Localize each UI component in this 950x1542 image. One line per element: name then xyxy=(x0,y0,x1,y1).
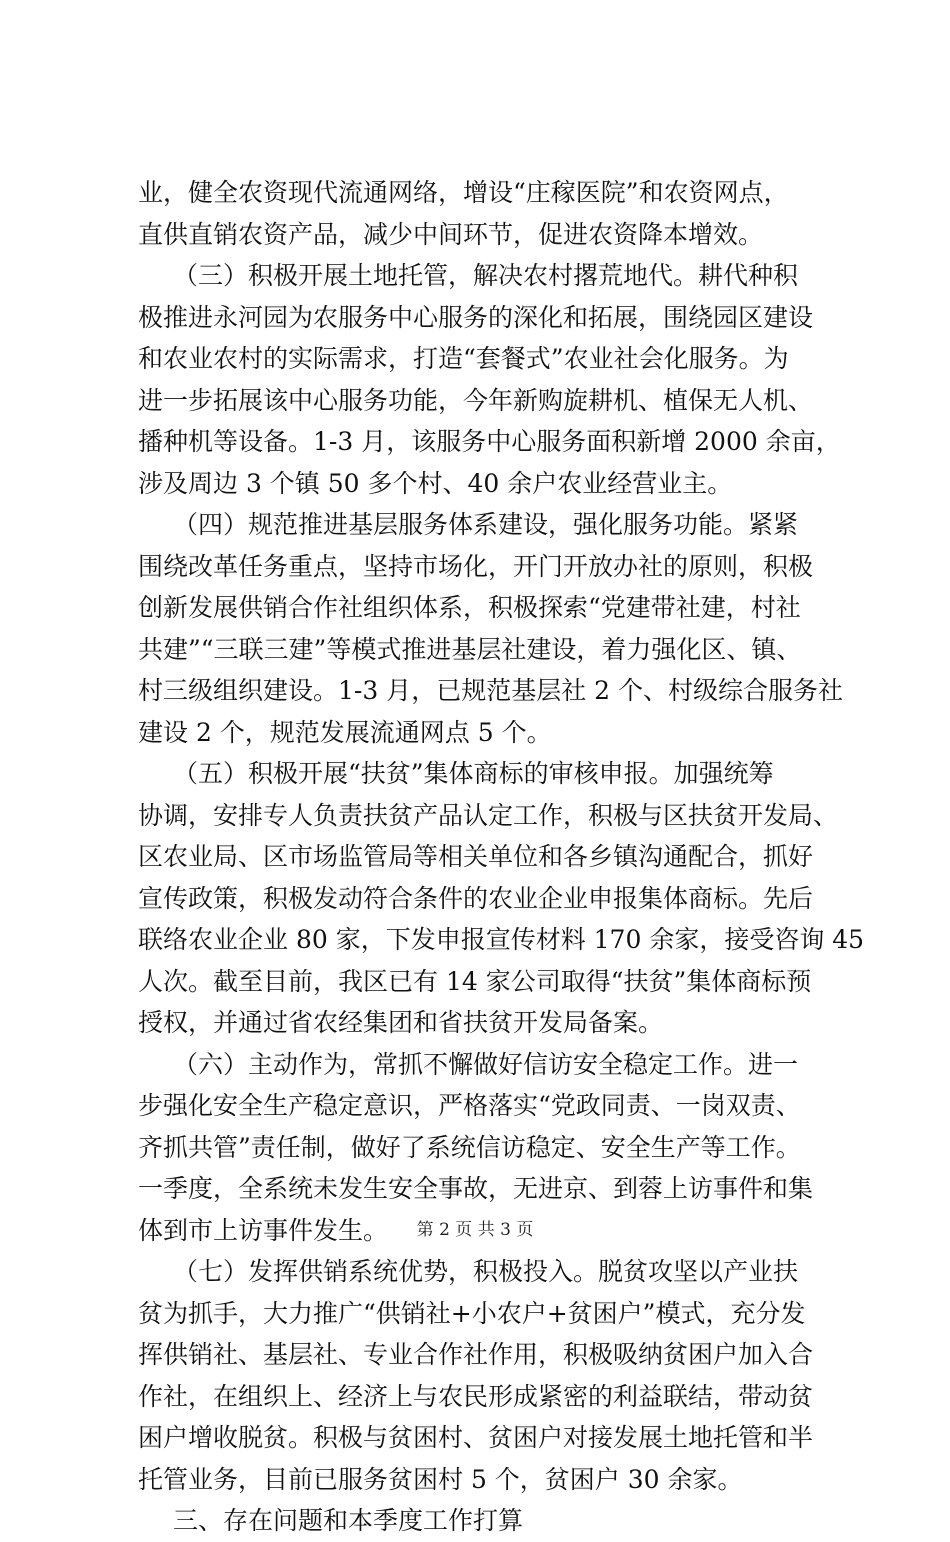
text-line: 托管业务，目前已服务贫困村 5 个，贫困户 30 余家。 xyxy=(138,1464,743,1494)
text-line: 协调，安排专人负责扶贫产品认定工作，积极与区扶贫开发局、 xyxy=(138,800,839,830)
paragraph-heading-line: （五）积极开展“扶贫”集体商标的审核申报。加强统筹 xyxy=(173,759,774,788)
text-line: 区农业局、区市场监管局等相关单位和各乡镇沟通配合，抓好 xyxy=(138,842,814,871)
text-line: 建设 2 个，规范发展流通网点 5 个。 xyxy=(138,717,552,747)
text-line: 创新发展供销合作社组织体系，积极探索“党建带社建，村社 xyxy=(138,593,801,622)
text-line: 授权，并通过省农经集团和省扶贫开发局备案。 xyxy=(138,1008,664,1037)
text-line: 直供直销农资产品，减少中间环节，促进农资降本增效。 xyxy=(138,219,764,249)
text-line: 宣传政策，积极发动符合条件的农业企业申报集体商标。先后 xyxy=(138,883,814,913)
text-line: 步强化安全生产稳定意识，严格落实“党政同责、一岗双责、 xyxy=(138,1091,801,1120)
page-number-footer: 第 2 页 共 3 页 xyxy=(416,1220,534,1240)
text-line: 挥供销社、基层社、专业合作社作用，积极吸纳贫困户加入合 xyxy=(138,1340,814,1369)
text-line: 共建”“三联三建”等模式推进基层社建设，着力强化区、镇、 xyxy=(138,634,802,664)
text-line: 涉及周边 3 个镇 50 多个村、40 余户农业经营业主。 xyxy=(138,468,733,498)
paragraph-heading-line: （三）积极开展土地托管，解决农村撂荒地代。耕代种积 xyxy=(173,261,799,290)
paragraph-heading-line: （六）主动作为，常抓不懈做好信访安全稳定工作。进一 xyxy=(173,1049,799,1079)
text-line: 人次。截至目前，我区已有 14 家公司取得“扶贫”集体商标预 xyxy=(138,966,812,996)
text-line: 体到市上访事件发生。 xyxy=(138,1215,389,1245)
text-line: 作社，在组织上、经济上与农民形成紧密的利益联结，带动贫 xyxy=(138,1381,814,1411)
text-line: 一季度，全系统未发生安全事故，无进京、到蓉上访事件和集 xyxy=(138,1174,814,1203)
text-line: 困户增收脱贫。积极与贫困村、贫困户对接发展土地托管和半 xyxy=(138,1423,814,1452)
text-line: 围绕改革任务重点，坚持市场化，开门开放办社的原则，积极 xyxy=(138,551,814,581)
paragraph-heading-line: （四）规范推进基层服务体系建设，强化服务功能。紧紧 xyxy=(173,510,799,539)
section-heading: 三、存在问题和本季度工作打算 xyxy=(173,1506,524,1535)
text-line: 进一步拓展该中心服务功能，今年新购旋耕机、植保无人机、 xyxy=(138,385,814,415)
text-line: 联络农业企业 80 家，下发申报宣传材料 170 余家，接受咨询 45 xyxy=(138,925,865,954)
body-text xyxy=(138,172,865,1542)
text-line: 村三级组织建设。1-3 月，已规范基层社 2 个、村级综合服务社 xyxy=(138,676,844,705)
paragraph-heading-line: （七）发挥供销系统优势，积极投入。脱贫攻坚以产业扶 xyxy=(173,1257,799,1286)
text-line: 贫为抓手，大力推广“供销社+小农户+贫困户”模式，充分发 xyxy=(138,1298,806,1328)
text-line: 和农业农村的实际需求，打造“套餐式”农业社会化服务。为 xyxy=(138,344,789,373)
text-line: 播种机等设备。1-3 月，该服务中心服务面积新增 2000 余亩， xyxy=(138,427,841,456)
text-line: 业，健全农资现代流通网络，增设“庄稼医院”和农资网点， xyxy=(138,178,789,207)
text-line: 极推进永河园为农服务中心服务的深化和拓展，围绕园区建设 xyxy=(138,302,814,332)
text-line: 齐抓共管”责任制，做好了系统信访稳定、安全生产等工作。 xyxy=(138,1132,801,1162)
